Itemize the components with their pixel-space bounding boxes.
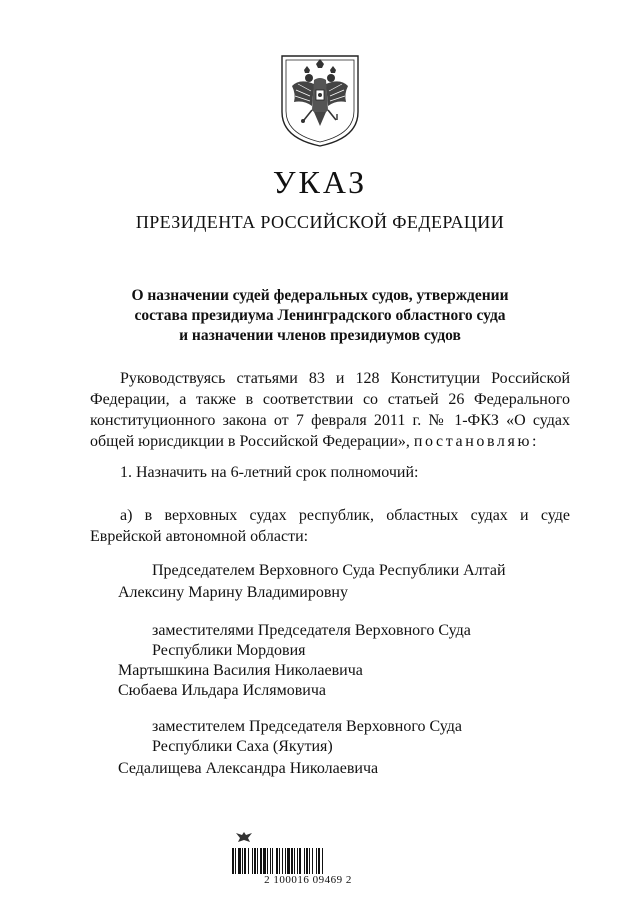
appointment-position: заместителями Председателя Верховного Суда <box>152 622 471 639</box>
decree-heading <box>100 286 540 346</box>
appointment-position: Республики Мордовия <box>152 642 306 659</box>
appointment-position: Председателем Верховного Суда Республики Алтай <box>152 562 506 579</box>
appointment-position: Республики Саха (Якутия) <box>152 738 333 755</box>
appointee-name: Седалищева Александра Николаевича <box>118 760 379 777</box>
preamble-paragraph <box>90 368 570 452</box>
heading-line: и назначении членов президиумов судов <box>179 327 461 344</box>
preamble-line <box>90 431 570 452</box>
preamble-line: конституционного закона от 7 февраля 2011 г. № 1-ФКЗ «О судах <box>90 412 570 429</box>
preamble-line: Федерации, а также в соответствии со статьей 26 Федерального <box>90 391 570 408</box>
preamble-line: Руководствуясь статьями 83 и 128 Конституции Российской <box>120 370 570 387</box>
appointee-name: Алексину Марину Владимировну <box>118 584 348 601</box>
document-title: УКАЗ <box>272 164 368 200</box>
clause-1 <box>90 462 570 483</box>
subclause-a <box>90 505 570 547</box>
subclause-a-line: Еврейской автономной области: <box>90 528 309 545</box>
appointment-position: заместителем Председателя Верховного Суда <box>152 718 462 735</box>
resolution-word: постановляю: <box>413 433 540 450</box>
heading-line: состава президиума Ленинградского областного суда <box>134 307 506 324</box>
document-subtitle: ПРЕЗИДЕНТА РОССИЙСКОЙ ФЕДЕРАЦИИ <box>135 212 505 232</box>
preamble-text: общей юрисдикции в Российской Федерации», <box>90 433 414 450</box>
barcode-number: 2 100016 09469 2 <box>264 874 352 886</box>
appointee-name: Сюбаева Ильдара Ислямовича <box>118 682 326 699</box>
clause-1-text: 1. Назначить на 6-летний срок полномочий: <box>120 464 419 481</box>
heading-line: О назначении судей федеральных судов, утверждении <box>131 287 509 304</box>
subclause-a-line: а) в верховных судах республик, областных судах и суде <box>120 507 570 524</box>
eagle-mark-icon <box>234 830 254 844</box>
appointee-name: Мартышкина Василия Николаевича <box>118 662 363 679</box>
russian-coat-of-arms-icon <box>276 50 364 150</box>
barcode-icon <box>230 848 380 874</box>
